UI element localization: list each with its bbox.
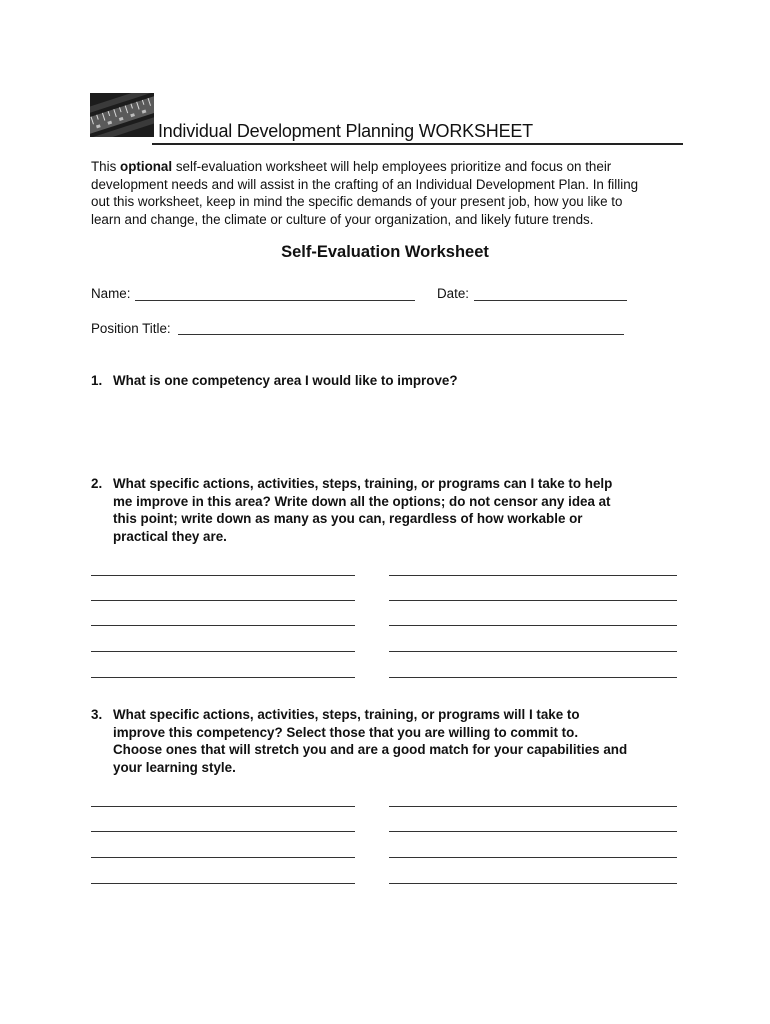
question-line: Choose ones that will stretch you and are a good match for your capabilities and [113, 742, 628, 757]
date-field[interactable] [474, 300, 627, 301]
question-line: me improve in this area? Write down all the options; do not censor any idea at [113, 493, 611, 509]
answer-line[interactable] [91, 651, 355, 652]
question-number: 2. [91, 476, 103, 491]
intro-line [91, 158, 691, 176]
intro-text: self-evaluation worksheet will help employees prioritize and focus on their [172, 159, 612, 174]
intro-line: development needs and will assist in the crafting of an Individual Development Plan. In filling [91, 176, 639, 192]
title-divider [152, 143, 683, 145]
date-label: Date: [437, 286, 470, 301]
intro-text: This [91, 159, 121, 174]
answer-line[interactable] [389, 625, 677, 626]
ruler-logo [90, 93, 154, 137]
document-title: Individual Development Planning WORKSHEET [158, 121, 533, 141]
answer-line[interactable] [389, 883, 677, 884]
answer-line[interactable] [389, 806, 677, 807]
answer-line[interactable] [389, 600, 677, 601]
answer-line[interactable] [91, 575, 355, 576]
answer-line[interactable] [91, 883, 355, 884]
question-3 [91, 706, 691, 776]
question-line: your learning style. [113, 759, 236, 775]
question-line: What is one competency area I would like to improve? [113, 373, 458, 388]
question-1 [91, 372, 691, 390]
answer-line[interactable] [389, 651, 677, 652]
intro-emphasis: optional [120, 159, 173, 174]
answer-line[interactable] [389, 857, 677, 858]
question-line: this point; write down as many as you can, regardless of how workable or [113, 511, 583, 526]
intro-paragraph [91, 158, 691, 228]
answer-line[interactable] [91, 831, 355, 832]
question-text [113, 372, 691, 390]
answer-line[interactable] [91, 857, 355, 858]
answer-line[interactable] [389, 831, 677, 832]
answer-line[interactable] [91, 625, 355, 626]
answer-line[interactable] [91, 600, 355, 601]
intro-line: out this worksheet, keep in mind the specific demands of your present job, how you like to [91, 194, 623, 209]
name-field[interactable] [135, 300, 415, 301]
question-2 [91, 475, 691, 545]
position-title-label: Position Title: [91, 321, 171, 336]
position-title-field[interactable] [178, 334, 624, 335]
answer-line[interactable] [389, 677, 677, 678]
question-text [113, 475, 691, 545]
question-text [113, 706, 691, 776]
answer-line[interactable] [91, 677, 355, 678]
worksheet-heading: Self-Evaluation Worksheet [281, 243, 489, 261]
name-label: Name: [91, 286, 131, 301]
question-number: 3. [91, 707, 103, 722]
question-line: What specific actions, activities, steps, training, or programs can I take to help [113, 476, 613, 491]
question-number: 1. [91, 373, 103, 388]
answer-line[interactable] [389, 575, 677, 576]
question-line: improve this competency? Select those that you are willing to commit to. [113, 724, 579, 740]
question-line: What specific actions, activities, steps, training, or programs will I take to [113, 707, 580, 722]
answer-line[interactable] [91, 806, 355, 807]
question-line: practical they are. [113, 528, 227, 544]
intro-line: learn and change, the climate or culture of your organization, and likely future trends. [91, 211, 594, 227]
